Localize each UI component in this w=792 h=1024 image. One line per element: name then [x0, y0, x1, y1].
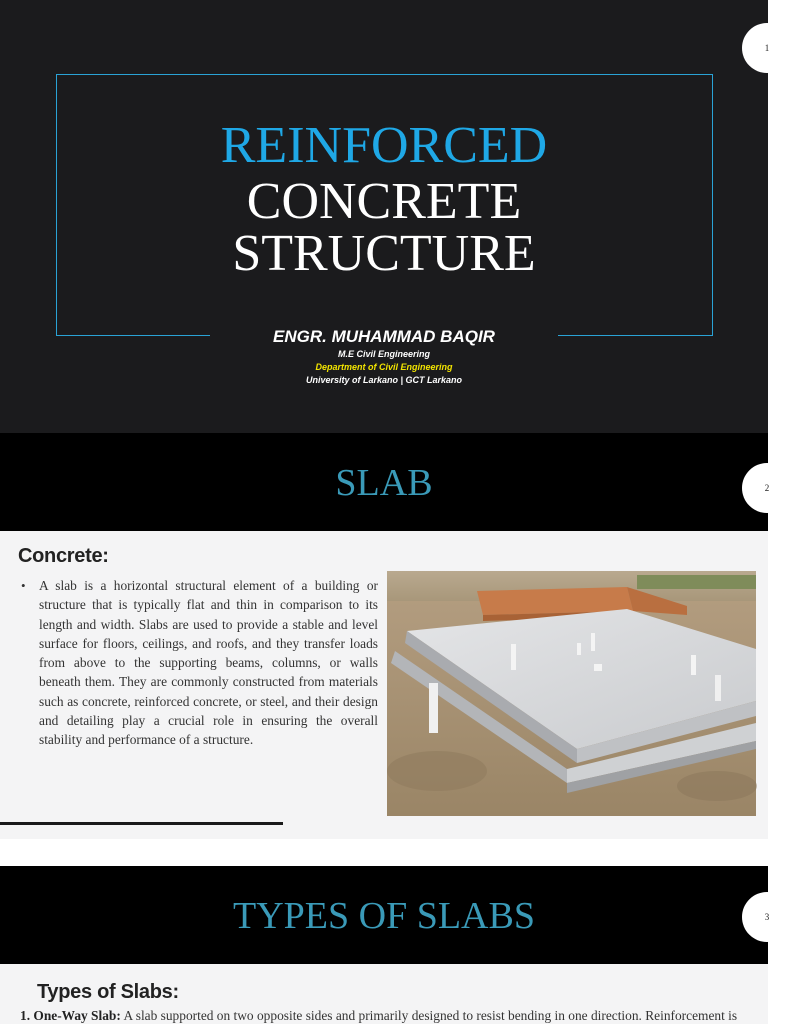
- author-department: Department of Civil Engineering: [315, 362, 453, 372]
- slab-title-slide: [0, 433, 768, 531]
- title-line-structure: STRUCTURE: [232, 225, 536, 282]
- types-content: [0, 964, 768, 1024]
- author-degree: M.E Civil Engineering: [337, 349, 430, 359]
- types-title-slide: [0, 866, 768, 964]
- page-number-badge: 3: [742, 892, 792, 942]
- list-item-number: 1.: [20, 1008, 31, 1023]
- slab-description: A slab is a horizontal structural element of a building or structure that is typically flat and thin in comparison to its length and width. Slabs are used to provide a stable and level surface for floors, ceilings, and roofs, and they transfer loads from above to the supporting beams, columns, or walls beneath them. They are commonly constructed from materials such as concrete, reinforced concrete, or steel, and their design and detailing play a crucial role in ensuring the overall stability and performance of a structure.: [39, 578, 378, 748]
- title-slide: [0, 0, 768, 433]
- slide-title-types-of-slabs: TYPES OF SLABS: [233, 895, 535, 937]
- author-university: University of Larkano | GCT Larkano: [305, 375, 463, 385]
- list-item-text: A slab supported on two opposite sides and primarily designed to resist bending in one direction. Reinforcement is: [123, 1008, 738, 1023]
- section-heading-types: Types of Slabs:: [37, 981, 179, 1003]
- author-name: ENGR. MUHAMMAD BAQIR: [273, 327, 495, 346]
- bullet-marker: •: [21, 578, 26, 593]
- title-line-reinforced: REINFORCED: [220, 117, 548, 174]
- slide-gap: [0, 839, 768, 866]
- section-heading-concrete: Concrete:: [18, 545, 109, 567]
- page-number-badge: 1: [742, 23, 792, 73]
- page-number-badge: 2: [742, 463, 792, 513]
- slide-title-slab: SLAB: [335, 462, 433, 504]
- title-line-concrete: CONCRETE: [246, 173, 522, 230]
- slab-content: [0, 531, 768, 839]
- list-item-term: One-Way Slab:: [33, 1008, 121, 1023]
- list-item: [20, 1008, 760, 1024]
- concrete-slab-photo: [387, 571, 756, 816]
- section-divider: [0, 822, 283, 825]
